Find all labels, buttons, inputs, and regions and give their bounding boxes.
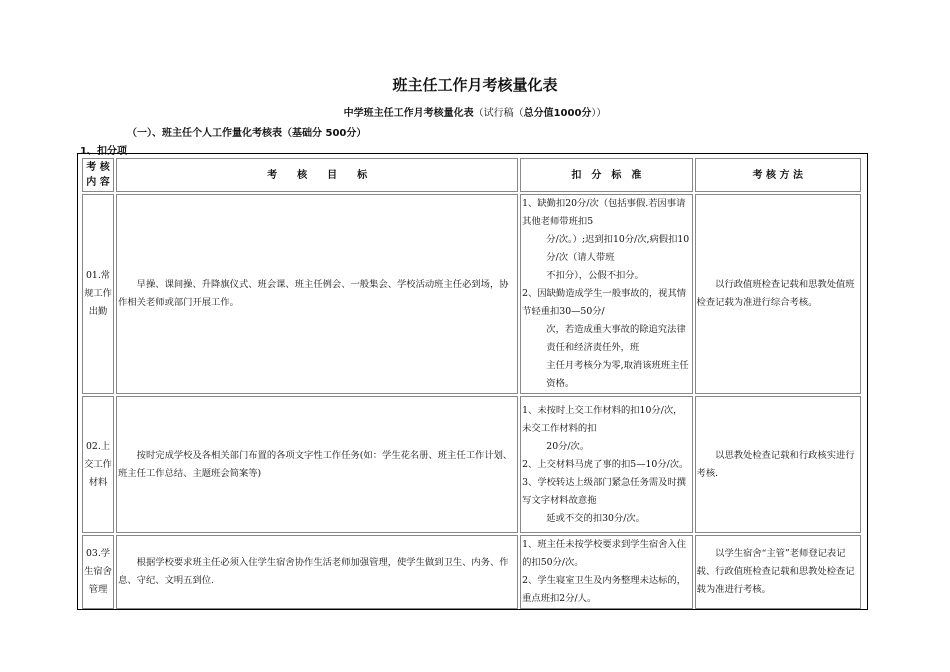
deduction-line: 1、缺勤扣20分/次（包括事假.若因事请其他老师带班扣5: [522, 198, 686, 227]
header-method: 考 核 方 法: [695, 158, 861, 192]
row-goal: 按时完成学校及各相关部门布置的各项文字性工作任务(如：学生花名册、班主任工作计划、班主任工作总结、主题班会简案等): [116, 396, 518, 533]
row-method: 以行政值班检查记载和思教处值班检查记载为准进行综合考核。: [695, 194, 861, 394]
deduction-line: 3、学校转达上级部门紧急任务需及时撰写文字材料故意拖: [522, 476, 687, 506]
document-subtitle: [0, 104, 950, 119]
header-content: 考 核 内 容: [82, 158, 114, 192]
row-deduction: [520, 535, 692, 609]
row-item: 01.常规工作出勤: [82, 194, 114, 394]
section-heading: （一）、班主任个人工作量化考核表（基础分 500分）: [127, 128, 367, 139]
subtitle-normal: （试行稿（: [473, 108, 524, 119]
deduction-line: 2、因缺勤造成学生一般事故的，视其情节轻重扣30—50分/: [522, 288, 687, 317]
deduction-line: 分/次。）;迟到扣10分/次,病假扣10分/次（请人带班: [546, 234, 690, 263]
deduction-line: 不扣分），公假不扣分。: [546, 270, 644, 281]
header-goal: 考 核 目 标: [116, 158, 518, 192]
subtitle-bold: 中学班主任工作月考核量化表: [343, 108, 474, 119]
row-goal: 早操、课间操、升降旗仪式、班会课、班主任例会、一般集会、学校活动班主任必到场，协作相关老师或部门开展工作。: [116, 194, 518, 394]
table-row: [82, 396, 861, 533]
table-header-row: [82, 158, 861, 192]
table-row: [82, 194, 861, 394]
deduction-line: 次，若造成重大事故的除追究法律责任和经济责任外，班: [546, 324, 686, 353]
deduction-line: 2、学生寝室卫生及内务整理未达标的，重点班扣2分/人。: [522, 575, 687, 604]
row-deduction: [520, 194, 692, 394]
document-title: 班主任工作月考核量化表: [392, 76, 558, 94]
row-deduction: [520, 396, 692, 533]
subsection-heading: 1、扣分项: [80, 146, 127, 157]
header-deduction: 扣 分 标 准: [520, 158, 692, 192]
row-goal: 根据学校要求班主任必须入住学生宿舍协作生活老师加强管理，使学生做到卫生、内务、作息、守纪、文明五到位.: [116, 535, 518, 609]
assessment-table: [80, 156, 863, 611]
deduction-line: 20分/次。: [546, 440, 590, 452]
deduction-line: 2、上交材料马虎了事的扣5—10分/次。: [522, 458, 689, 470]
subtitle-total: 总分值1000分: [523, 108, 592, 119]
row-method: 以学生宿舍“主管”老师登记表记载、行政值班检查记载和思教处检查记载为准进行考核。: [695, 535, 861, 609]
table-row: [82, 535, 861, 609]
deduction-line: 1、未按时上交工作材料的扣10分/次，未交工作材料的扣: [522, 404, 683, 434]
deduction-line: 延或不交的扣30分/次。: [546, 512, 645, 524]
deduction-line: 1、班主任未按学校要求到学生宿舍入住的扣50分/次。: [522, 539, 687, 568]
subtitle-end: ））: [591, 108, 607, 119]
deduction-line: 主任月考核分为零,取消该班班主任资格。: [546, 360, 689, 389]
row-item: 02.上交工作材料: [82, 396, 114, 533]
row-method: 以思教处检查记载和行政核实进行考核.: [695, 396, 861, 533]
row-item: 03.学生宿舍管理: [82, 535, 114, 609]
